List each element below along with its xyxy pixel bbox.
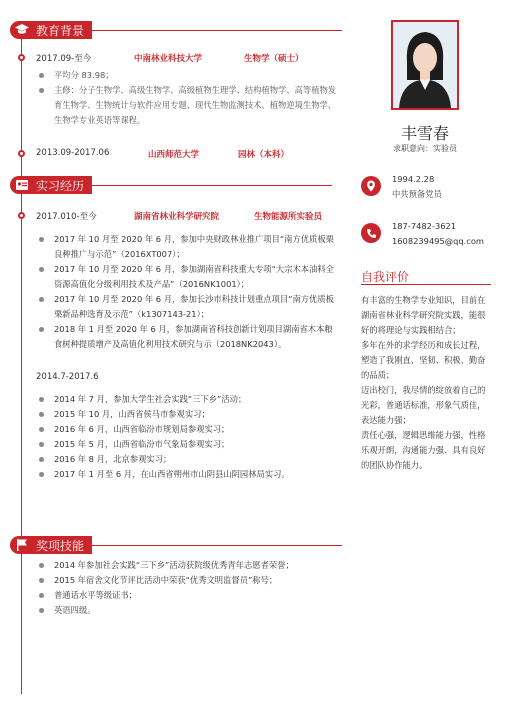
list-item: 2017 年 1 月至 6 月，在山西省朔州市山阴县山阴园林局实习。	[36, 467, 338, 482]
job-intent: 求职意向：实验员	[393, 144, 457, 153]
phone-icon	[361, 223, 381, 243]
edu-school-2: 山西师范大学	[148, 150, 200, 160]
id-card-icon	[14, 177, 30, 193]
awards-list	[36, 558, 346, 618]
awards-badge	[10, 536, 92, 554]
profile-photo	[391, 20, 459, 110]
list-item: 2015 年宿舍文化节评比活动中荣获“优秀文明监督员”称号；	[36, 573, 346, 588]
phone-number: 187-7482-3621	[392, 221, 457, 231]
edu-major-1: 生物学（硕士）	[244, 54, 304, 64]
list-item: 2018 年 1 月至 2020 年 6 月，参加湖南省科技创新计划项目湖南省木本粮食树种提质增产及高值化利用技术研究与示（2018NK2043）。	[36, 322, 338, 352]
self-eval-paragraph: 有丰富的生物学专业知识，目前在湖南省林业科学研究院实践，能很好的将理论与实践相结合；	[361, 295, 486, 335]
list-item: 2016 年 8 月，北京参观实习；	[36, 452, 338, 467]
email-address: 1608239495@qq.com	[392, 236, 484, 246]
location-pin-icon	[361, 176, 381, 196]
experience-badge	[10, 176, 92, 194]
list-item: 2014 年参加社会实践“三下乡”活动获院级优秀青年志愿者荣誉；	[36, 558, 346, 573]
exp-project-list	[36, 232, 338, 352]
timeline-line	[21, 22, 22, 694]
experience-title: 实习经历	[36, 178, 85, 193]
timeline-dot	[18, 54, 25, 61]
profile-name: 丰雪春	[400, 124, 449, 143]
edu-period-2: 2013.09-2017.06	[36, 148, 110, 158]
list-item: 英语四级。	[36, 603, 346, 618]
edu-detail-list	[36, 68, 338, 128]
list-item: 2017 年 10 月至 2020 年 6 月，参加长沙市科技计划重点项目“南方优质板栗新品种选育及示范”（k1307143-21）；	[36, 292, 338, 322]
self-eval-paragraph: 多年在外的求学经历和成长过程，塑造了我刚直、坚韧、积极、勤奋的品质；	[361, 340, 486, 380]
awards-title: 奖项技能	[36, 538, 85, 553]
list-item: 2014 年 7 月，参加大学生社会实践“三下乡”活动；	[36, 392, 338, 407]
exp-period-1: 2017.010-至今	[36, 212, 97, 222]
education-title: 教育背景	[36, 23, 85, 38]
timeline-dot	[18, 150, 25, 157]
self-eval-paragraph: 责任心强，逻辑思维能力强，性格乐观开朗，沟通能力强、具有良好的团队协作能力。	[361, 430, 486, 470]
self-eval-rule	[361, 284, 491, 285]
awards-rule	[92, 545, 342, 546]
edu-period-1: 2017.09-至今	[36, 54, 92, 64]
edu-school-1: 中南林业科技大学	[134, 54, 203, 64]
experience-section-header	[10, 175, 332, 195]
list-item: 2015 年 5 月，山西省临汾市气象局参观实习；	[36, 437, 338, 452]
list-item: 平均分 83.98；	[36, 68, 338, 83]
education-badge	[10, 21, 92, 39]
list-item: 普通话水平等级证书；	[36, 588, 346, 603]
political-status: 中共预备党员	[392, 189, 442, 199]
list-item: 2017 年 10 月至 2020 年 6 月，参加中央财政林业推广项目“南方优质板栗良种推广与示范”（2016XT007）；	[36, 232, 338, 262]
timeline-dot	[18, 212, 25, 219]
awards-section-header	[10, 535, 342, 555]
list-item: 主修：分子生物学、高级生物学、高级植物生理学、结构植物学、高等植物发育生物学、生物统计与软件应用专题、现代生物监测技术、植物逆境生物学、生物学专业英语等课程。	[36, 83, 338, 128]
self-eval-title: 自我评价	[361, 270, 410, 284]
list-item: 2015 年 10 月，山西省侯马市参观实习；	[36, 407, 338, 422]
list-item: 2016 年 6 月，山西省临汾市规划局参观实习；	[36, 422, 338, 437]
exp-org-1: 湖南省林业科学研究院	[134, 212, 220, 222]
flag-icon	[14, 537, 30, 553]
education-section-header	[10, 20, 342, 40]
exp-period-2: 2014.7-2017.6	[36, 372, 99, 382]
education-rule	[92, 30, 342, 31]
birth-date: 1994.2.28	[392, 174, 435, 184]
graduation-cap-icon	[14, 22, 30, 38]
self-eval-paragraph: 迈出校门，我尽情的绽放着自己的光彩，普通话标准，形象气质佳，表达能力强；	[361, 385, 486, 425]
list-item: 2017 年 10 月至 2020 年 6 月，参加湖南省科技重大专项“大宗木本油料全资源高值化分级利用技术及产品”（2016NK1001）；	[36, 262, 338, 292]
exp-role-1: 生物能源所实验员	[254, 212, 323, 222]
self-eval-text	[361, 293, 493, 473]
exp-practice-list	[36, 392, 338, 482]
experience-rule	[92, 185, 332, 186]
edu-major-2: 园林（本科）	[238, 150, 290, 160]
